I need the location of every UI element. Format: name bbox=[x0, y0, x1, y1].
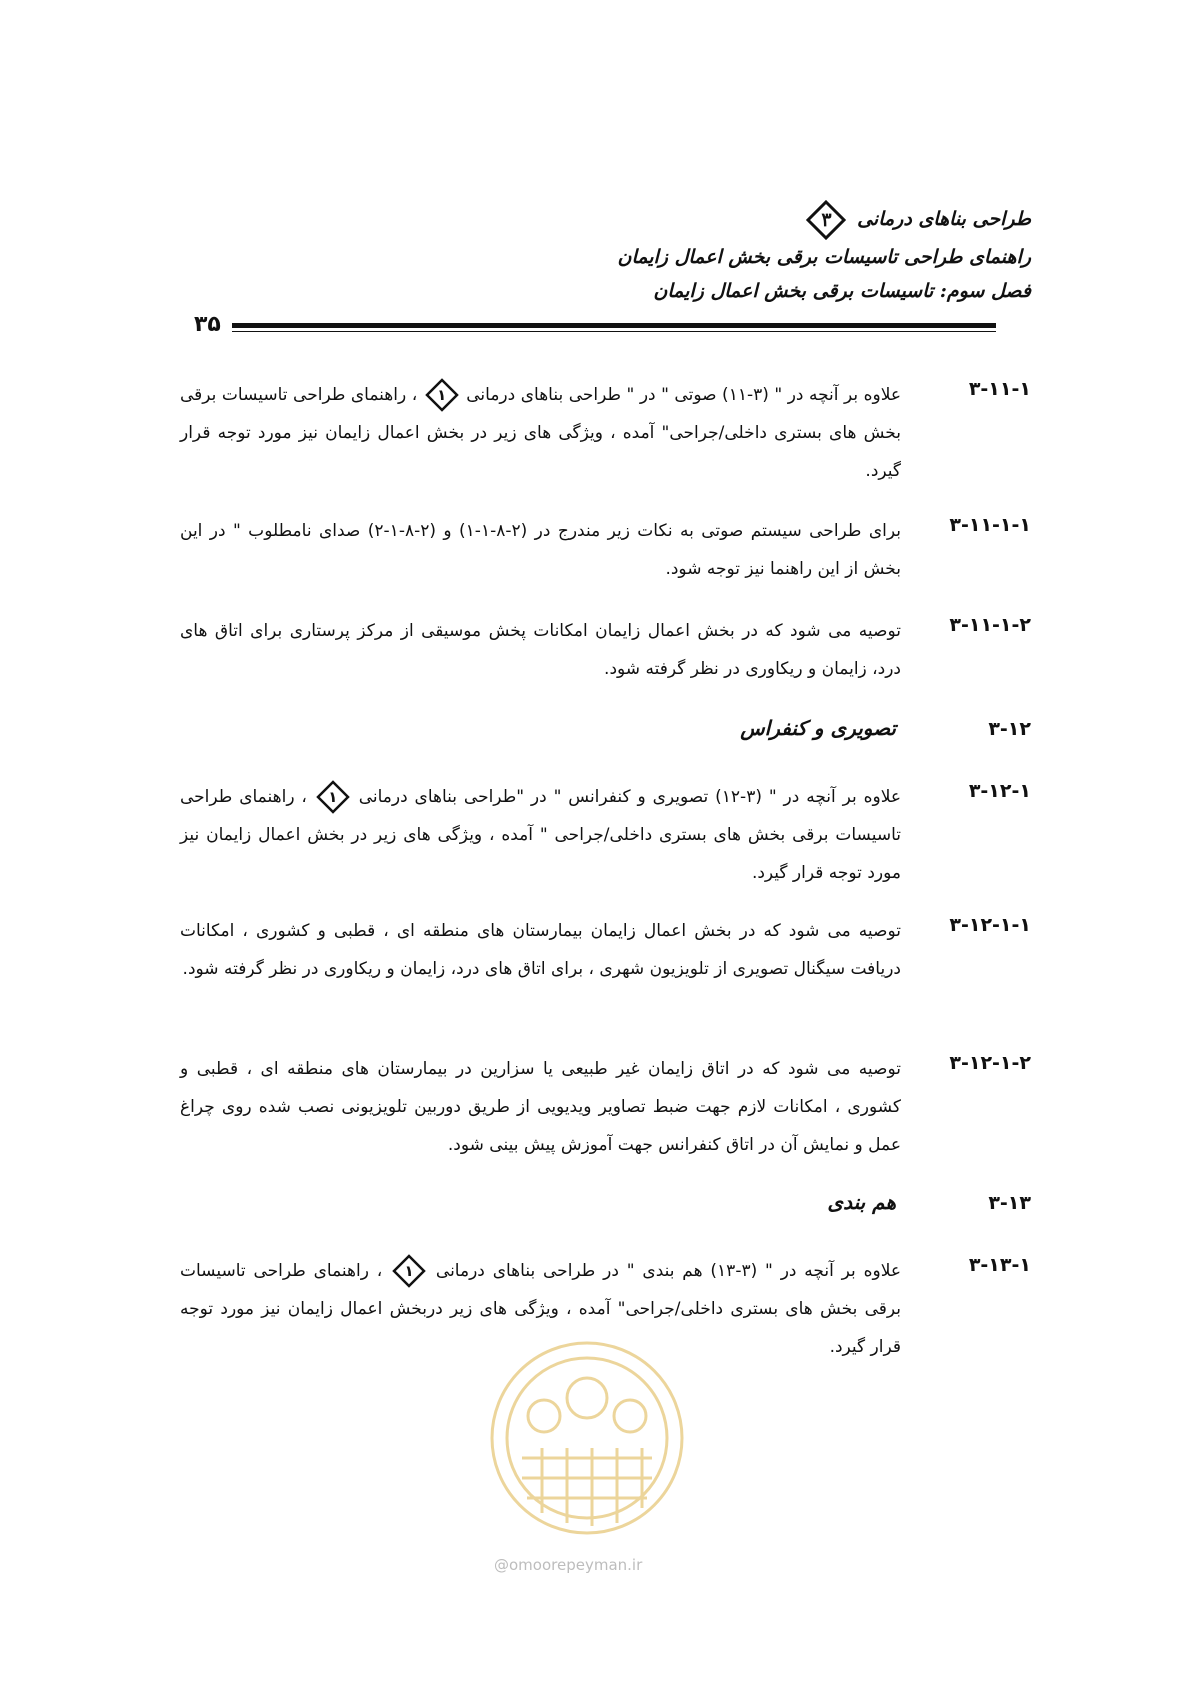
header-rule bbox=[232, 323, 996, 328]
section-3-11-1-1 bbox=[180, 512, 1031, 588]
section-number: ۳-۱۱-۱ bbox=[968, 378, 1031, 400]
section-3-12-1-1 bbox=[180, 912, 1031, 988]
header-rule-thin bbox=[232, 331, 996, 332]
section-3-12-1-2 bbox=[180, 1050, 1031, 1164]
section-text: علاوه بر آنچه در " (۳-۱۲) تصویری و کنفرانس " در "طراحی بناهای درمانی ۱ ، راهنمای طراحی تاسیسات برقی بخش های بستری داخلی/جراحی " آمده ، ویژگی های زیر در بخش اعمال زایمان نیز مورد توجه قرار گیرد. bbox=[180, 778, 901, 892]
section-text: توصیه می شود که در بخش اعمال زایمان بیمارستان های منطقه ای ، قطبی و کشوری ، امکانات دریافت سیگنال تصویری از تلویزیون شهری ، برای اتاق های درد، زایمان و ریکاوری در نظر گرفته شود. bbox=[180, 921, 901, 979]
section-text: توصیه می شود که در بخش اعمال زایمان امکانات پخش موسیقی از مرکز پرستاری برای اتاق های درد، زایمان و ریکاوری در نظر گرفته شود. bbox=[180, 621, 901, 679]
heading-number: ۳-۱۳ bbox=[988, 1192, 1031, 1214]
section-number: ۳-۱۱-۱-۱ bbox=[949, 514, 1031, 536]
section-number: ۳-۱۳-۱ bbox=[968, 1254, 1031, 1276]
reference-badge-icon: ۱ bbox=[316, 780, 350, 814]
section-number: ۳-۱۱-۱-۲ bbox=[949, 614, 1031, 636]
book-title-line bbox=[391, 200, 1031, 240]
section-number: ۳-۱۲-۱-۱ bbox=[949, 914, 1031, 936]
volume-badge-number: ۳ bbox=[821, 209, 832, 231]
section-number: ۳-۱۲-۱-۲ bbox=[949, 1052, 1031, 1074]
volume-badge-icon bbox=[806, 200, 846, 240]
document-header bbox=[391, 200, 1031, 308]
heading-title: هم بندی bbox=[827, 1190, 896, 1214]
section-3-12-1 bbox=[180, 778, 1031, 892]
heading-title: تصویری و کنفراس bbox=[740, 716, 896, 740]
reference-badge-icon: ۱ bbox=[392, 1254, 426, 1288]
heading-3-12 bbox=[180, 716, 1031, 756]
chapter-title: فصل سوم: تاسیسات برقی بخش اعمال زایمان bbox=[653, 280, 1031, 302]
section-text: علاوه بر آنچه در " (۳-۱۱) صوتی " در " طراحی بناهای درمانی ۱ ، راهنمای طراحی تاسیسات برقی بخش های بستری داخلی/جراحی" آمده ، ویژگی های زیر در بخش اعمال زایمان نیز مورد توجه قرار گیرد. bbox=[180, 376, 901, 490]
guide-title: راهنمای طراحی تاسیسات برقی بخش اعمال زایمان bbox=[617, 246, 1031, 268]
section-number: ۳-۱۲-۱ bbox=[968, 780, 1031, 802]
section-3-11-1-2 bbox=[180, 612, 1031, 688]
book-title: طراحی بناهای درمانی bbox=[857, 208, 1031, 230]
section-text: علاوه بر آنچه در " (۳-۱۳) هم بندی " در طراحی بناهای درمانی ۱ ، راهنمای طراحی تاسیسات برقی بخش های بستری داخلی/جراحی" آمده ، ویژگی های زیر دربخش اعمال زایمان نیز مورد توجه قرار گیرد. bbox=[180, 1252, 901, 1366]
watermark-seal-icon bbox=[482, 1328, 692, 1558]
section-text: توصیه می شود که در اتاق زایمان غیر طبیعی یا سزارین در بیمارستان های منطقه ای ، قطبی و کشوری ، امکانات لازم جهت ضبط تصاویر ویدیویی از طریق دوربین تلویزیونی نصب شده روی چراغ عمل و نمایش آن در اتاق کنفرانس جهت آموزش پیش بینی شود. bbox=[180, 1059, 901, 1155]
section-3-11-1 bbox=[180, 376, 1031, 490]
heading-number: ۳-۱۲ bbox=[988, 718, 1031, 740]
watermark-text: @omoorepeyman.ir bbox=[494, 1556, 643, 1574]
page-number: ۳۵ bbox=[194, 312, 221, 337]
section-text: برای طراحی سیستم صوتی به نکات زیر مندرج در (۲-۸-۱-۱) و (۲-۸-۱-۲) صدای نامطلوب " در این بخش از این راهنما نیز توجه شود. bbox=[180, 521, 901, 579]
heading-3-13 bbox=[180, 1190, 1031, 1230]
reference-badge-icon: ۱ bbox=[425, 378, 459, 412]
